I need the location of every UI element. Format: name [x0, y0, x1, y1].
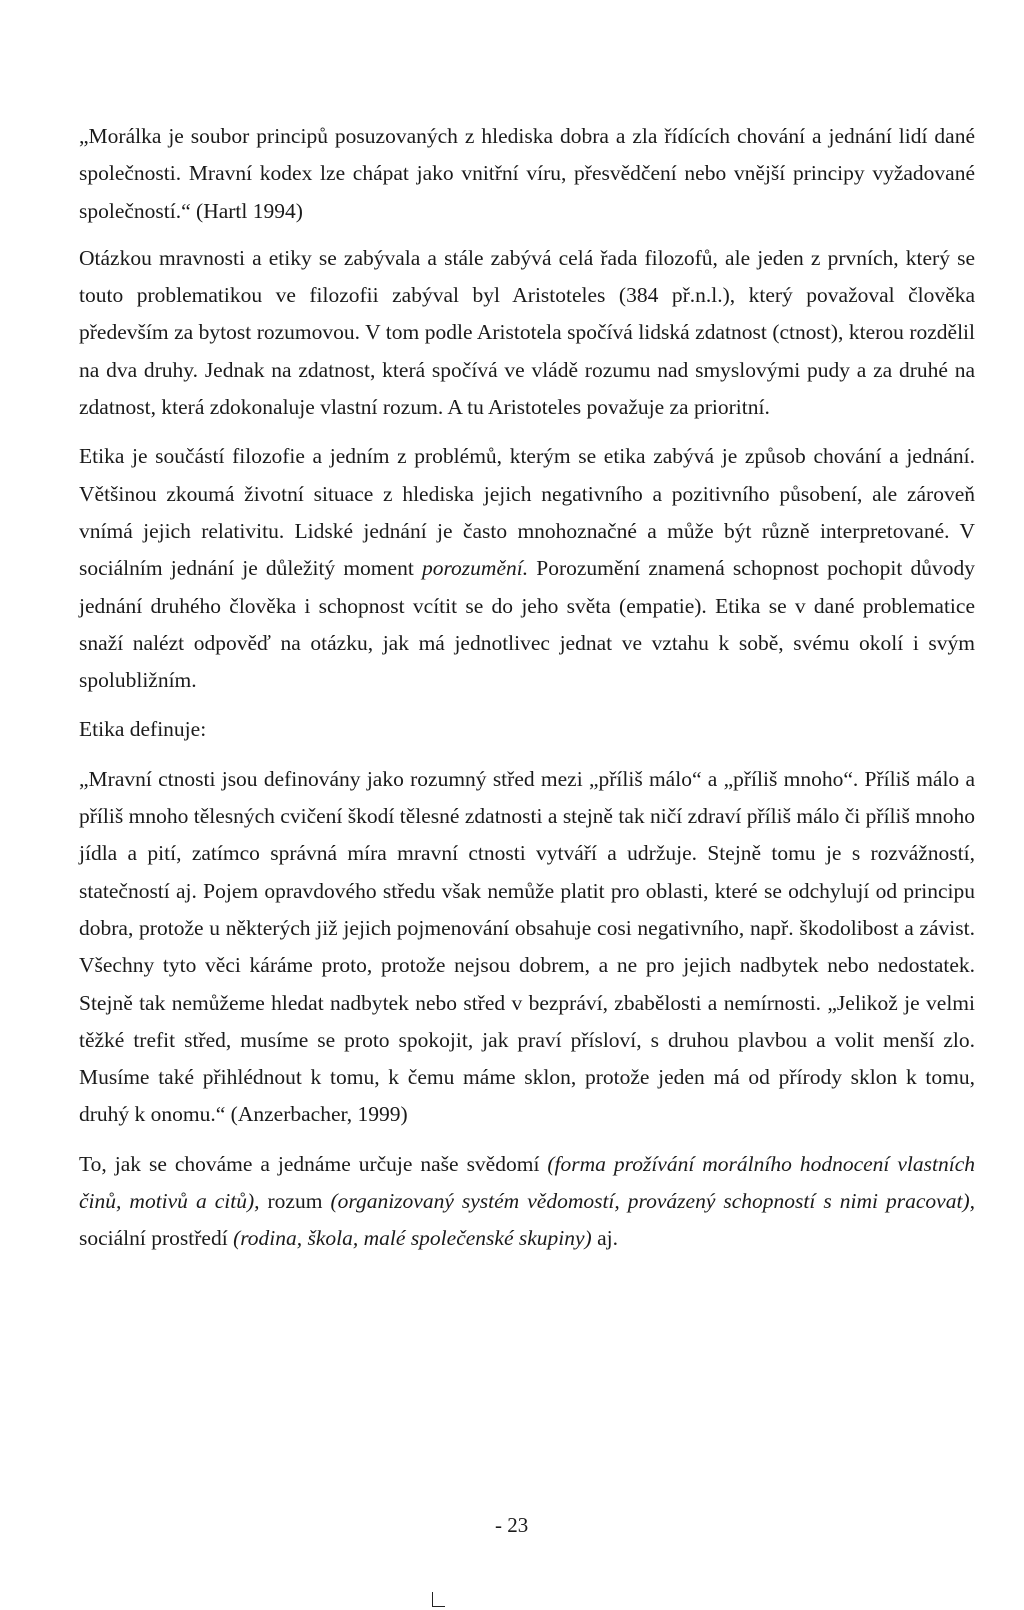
page-number: - 23	[495, 1513, 529, 1537]
paragraph-ethics-philosophy	[79, 438, 975, 699]
paragraph-text: Etika je součástí filozofie a jedním z problémů, kterým se etika zabývá je způsob chování a jednání. Většinou zkoumá životní situace z hlediska jejich negativního a pozitivního působení, ale zároveň vnímá jejich relativitu. Lidské jednání je často mnohoznačné a může být různě interpretované. V sociálním jednání je důležitý moment	[79, 444, 975, 581]
paragraph-morality-definition	[79, 118, 975, 230]
emphasis-social-environment: (rodina, škola, malé společenské skupiny)	[233, 1226, 592, 1251]
paragraph-text: Etika definuje:	[79, 717, 207, 742]
paragraph-text: Otázkou mravnosti a etiky se zabývala a stále zabývá celá řada filozofů, ale jeden z prvních, který se touto problematikou ve filozofii zabýval byl Aristoteles (384 př.n.l.), který považoval člověka především za bytost rozumovou. V tom podle Aristotela spočívá lidská zdatnost (ctnost), kterou rozdělil na dva druhy. Jednak na zdatnost, která spočívá ve vládě rozumu nad smyslovými pudy a za druhé na zdatnost, která zdokonaluje vlastní rozum. A tu Aristoteles považuje za prioritní.	[79, 245, 975, 420]
paragraph-text: To, jak se chováme a jednáme určuje naše svědomí	[79, 1151, 548, 1176]
paragraph-text: rozum	[259, 1189, 331, 1214]
emphasis-reason-definition: (organizovaný systém vědomostí, provázený schopností s nimi pracovat),	[330, 1189, 975, 1214]
paragraph-anzerbacher-quote	[79, 761, 975, 1134]
paragraph-text: „Mravní ctnosti jsou definovány jako rozumný střed mezi „příliš málo“ a „příliš mnoho“. Příliš málo a příliš mnoho tělesných cvičení škodí tělesné zdatnosti a stejně tak ničí zdraví příliš málo či příliš mnoho jídla a pití, zatímco správná míra mravní ctnosti vytváří a udržuje. Stejně tomu je s rozvážností, statečností aj. Pojem opravdového středu však nemůže platit pro oblasti, které se odchylují od principu dobra, protože u některých již jejich pojmenování obsahuje cosi negativního, např. škodolibost a závist. Všechny tyto věci káráme proto, protože nejsou dobrem, a ne pro jejich nadbytek nebo nedostatek. Stejně tak nemůžeme hledat nadbytek nebo střed v bezpráví, zbabělosti a nemírnosti. „Jelikož je velmi těžké trefit střed, musíme se proto spokojit, jak praví přísloví, s druhou plavbou a volit menší zlo. Musíme také přihlédnout k tomu, k čemu máme sklon, protože jeden má od přírody sklon k tomu, druhý k onomu.“ (Anzerbacher, 1999)	[79, 766, 975, 1127]
emphasis-conscience-definition: (forma prožívání morálního hodnocení vlastních činů, motivů a citů),	[79, 1151, 975, 1214]
paragraph-text: aj.	[591, 1226, 618, 1251]
paragraph-ethics-defines	[79, 711, 975, 748]
paragraph-text: Porozumění znamená schopnost pochopit důvody jednání druhého člověka i schopnost vcítit se do jeho světa (empatie). Etika se v dané problematice snaží nalézt odpověď na otázku, jak má jednotlivec jednat ve vztahu k sobě, svému okolí i svým spolubližním.	[79, 556, 975, 693]
paragraph-aristotle	[79, 240, 975, 426]
document-page	[79, 118, 975, 1258]
paragraph-text: „Morálka je soubor principů posuzovaných z hlediska dobra a zla řídících chování a jednání lidí dané společnosti. Mravní kodex lze chápat jako vnitřní víru, přesvědčení nebo vnější principy vyžadované společností.“ (Hartl 1994)	[79, 124, 975, 223]
paragraph-conscience	[79, 1146, 975, 1258]
emphasis-understanding: porozumění.	[421, 556, 529, 581]
paragraph-text: sociální prostředí	[79, 1226, 234, 1251]
corner-crop-mark	[432, 1592, 445, 1607]
